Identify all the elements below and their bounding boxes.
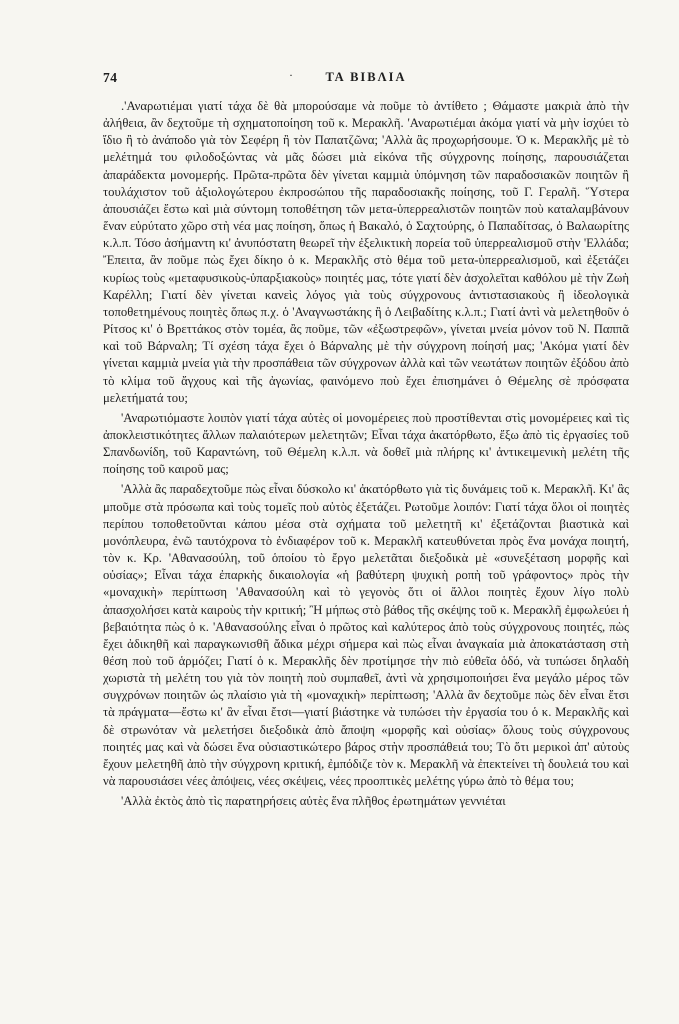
page-header — [103, 70, 629, 90]
paragraph-2: 'Αναρωτιόμαστε λοιπὸν γιατί τάχα αὐτὲς οἱ μονομέρειες ποὺ προστίθενται στὶς μονομέρειες καὶ τὶς ἀποκλειστικότητες ἄλλων παλαιότερων μελετητῶν; Εἶναι τάχα ἀκατόρθωτο, ἔξω ἀπὸ τὶς ἐργασίες τοῦ Σπανδωνίδη, τοῦ Καραντώνη, τοῦ Θέμελη κ.λ.π. νὰ δοθεῖ μιὰ πλήρης κι' ἀντικειμενικὴ μελέτη τῆς ποίησης τοῦ καιροῦ μας; — [103, 410, 629, 477]
header-dot: · — [289, 68, 293, 82]
page-number: 74 — [103, 70, 118, 85]
paragraph-1: .'Αναρωτιέμαι γιατί τάχα δὲ θὰ μπορούσαμε νὰ ποῦμε τὸ ἀντίθετο ; Θάμαστε μακριὰ ἀπὸ τὴν ἀλήθεια, ἂν δεχτοῦμε τὴ σχηματοποίηση τοῦ κ. Μερακλῆ. 'Αναρωτιέμαι ἀκόμα γιατί νὰ μὴν ἰσχύει τὸ ἴδιο ἢ τὸ ἀνάποδο γιὰ τὸν Σεφέρη ἢ τὸν Παπατζῶνα; 'Αλλὰ ἂς προχωρήσουμε. Ὁ κ. Μερακλῆς μὲ τὸ μελέτημά του φιλοδοξώντας νὰ μᾶς δώσει μιὰ εἰκόνα τῆς σύγχρονης ποίησης, παρουσιάζεται ἀπαράδεκτα μονομερής. Πρῶτα-πρῶτα δὲν γίνεται καμμιὰ ὑπόμνηση τῶν παραδοσιακῶν ποιητῶν ἢ τουλάχιστον τοῦ ἀξιολογώτερου ἐκπροσώπου τῆς παραδοσιακῆς ποίησης, τοῦ Γ. Γεραλῆ. Ὕστερα ἀπουσιάζει ἔστω καὶ μιὰ σύντομη τοποθέτηση τῶν μετα-ὑπερρεαλιστῶν ποιητῶν ποὺ καταλαμβάνουν ἕναν εὐρύτατο χῶρο στὴ νέα μας ποίηση, ὅπως ἡ Βακαλό, ὁ Σαχτούρης, ὁ Παπαδίτσας, ὁ Βαλαωρίτης κ.λ.π. Τόσο ἀσήμαντη κι' ἀνυπόστατη θεωρεῖ τὴν ἐξελικτικὴ πορεία τοῦ ὑπερρεαλισμοῦ στὴν 'Ελλάδα; Ἔπειτα, ἂν ποῦμε πὼς ἔχει δίκηο ὁ κ. Μερακλῆς στὸ θέμα τοῦ μετα-ὑπερρεαλισμοῦ, καὶ ἐξετάζει κυρίως τοὺς «μεταφυσικοὺς-ὑπαρξιακοὺς» ποιητές μας, τότε γιατί δὲν ἀσχολεῖται καθόλου μὲ τὴν Ζωὴ Καρέλλη; Γιατί δὲν γίνεται κανεὶς λόγος γιὰ τοὺς σύγχρονους ἀντιστασιακοὺς ἢ ἰδεολογικὰ τοποθετημένους ποιητὲς ὅπως π.χ. ὁ 'Αναγνωστάκης ἢ ὁ Λειβαδίτης κ.λ.π.; Γιατί ἀντὶ νὰ μελετηθοῦν ὁ Ρίτσος κι' ὁ Βρεττάκος στὸν τομέα, ἂς ποῦμε, τῶν «ἐξωστρεφῶν», γίνεται μνεία μόνον τοῦ Ν. Παππᾶ καὶ τοῦ Βάρναλη; Τί σχέση τάχα ἔχει ὁ Βάρναλης μὲ τὴν σύγχρονη ποίησή μας; 'Ακόμα γιατί δὲν γίνεται καμμιὰ μνεία γιὰ τὴν προσπάθεια τῶν σύγχρονων ἀλλὰ καὶ τῶν νεωτάτων ποιητῶν ἐξόδου ἀπὸ τὸ κλίμα τοῦ ἄγχους καὶ τῆς ἀγωνίας, φαινόμενο ποὺ ἔχει ἐπισημάνει ὁ Θέμελης σὲ πρόσφατα μελετήματά του; — [103, 99, 629, 405]
article-body — [103, 98, 629, 810]
paragraph-4: 'Αλλὰ ἐκτὸς ἀπὸ τὶς παρατηρήσεις αὐτὲς ἕνα πλῆθος ἐρωτημάτων γεννιέται — [121, 794, 506, 809]
running-title: ΤΑ ΒΙΒΛΙΑ — [325, 70, 407, 84]
paragraph-3: 'Αλλὰ ἂς παραδεχτοῦμε πὼς εἶναι δύσκολο κι' ἀκατόρθωτο γιὰ τὶς δυνάμεις τοῦ κ. Μερακλῆ. Κι' ἂς μποῦμε στὰ πρόσωπα καὶ τοὺς τομεῖς ποὺ αὐτὸς ἐξετάζει. Ρωτοῦμε λοιπόν: Γιατί τάχα ὅλοι οἱ ποιητὲς περίπου τοποθετοῦνται κάπου μέσα στὰ σχήματα τοῦ μελετητῆ κι' ἐξετάζονται βιαστικὰ καὶ μονόπλευρα, ἐνῶ ταυτόχρονα τὸ ἐνδιαφέρον τοῦ κ. Μερακλῆ κατευθύνεται πρὸς ἕνα μονάχα ποιητή, τὸν κ. Κρ. 'Αθανασούλη, τοῦ ὁποίου τὸ ἔργο μελετᾶται διεξοδικὰ μὲ «συνεξέταση μορφῆς καὶ οὐσίας»; Εἶναι τάχα ἐπαρκὴς δικαιολογία «ἡ βαθύτερη ψυχικὴ ροπὴ τοῦ γράφοντος» πρὸς τὴν «μοναχικὴ» περίπτωση 'Αθανασούλη καὶ τὸ γεγονὸς ὅτι οἱ ἄλλοι ποιητὲς ἔχουν λίγο πολὺ ἀπασχολήσει κατὰ καιροὺς τὴν κριτική; Ἢ μήπως στὸ βάθος τῆς σκέψης τοῦ κ. Μερακλῆ ἐμφωλεύει ἡ βεβαιότητα πὼς ὁ κ. 'Αθανασούλης εἶναι ὁ πρῶτος καὶ καλύτερος ἀπὸ τοὺς σύγχρονους ποιητές, πὼς ἔχει ἀδικηθῆ καὶ παραγκωνισθῆ ἄδικα μέχρι σήμερα καὶ πὼς εἶναι ἀναγκαία μιὰ ἀποκατάσταση στὴ θέση ποὺ τοῦ ἁρμόζει; Γιατί ὁ κ. Μερακλῆς δὲν προτίμησε τὴν πιὸ εὐθεῖα ὁδό, νὰ τυπώσει δηλαδὴ χωριστὰ τὴ μελέτη του γιὰ τὸν ποιητὴ ποὺ συμπαθεῖ, ἀντὶ νὰ χρησιμοποιήσει ἕνα μεγάλο μέρος τῶν συγχρόνων ποιητῶν ὡς πλαίσιο γιὰ τὴ «μοναχικὴ» περίπτωση; 'Αλλὰ ἂν δεχτοῦμε πὼς δὲν εἶναι ἔτσι τὰ πράγματα—ἔστω κι' ἂν εἶναι ἔτσι—γιατί βιάστηκε νὰ τυπώσει τὴν ἐργασία του ὁ κ. Μερακλῆς καὶ δὲ στρωνόταν νὰ μελετήσει διεξοδικὰ ἀπὸ ἄποψη «μορφῆς καὶ οὐσίας» ὅλους τοὺς σύγχρονους ποιητές μας καὶ νὰ δώσει ἕνα οὐσιαστικώτερο βάρος στὴν προσπάθειά του; Τὸ ὅτι μερικοὶ ἀπ' αὐτοὺς ἔχουν μελετηθῆ ἀπὸ τὴν σύγχρονη κριτική, ἐμπόδιζε τὸν κ. Μερακλῆ νὰ ἐπεκτείνει τὴ δουλειά του καὶ νὰ παρουσιάσει νέες ἀπόψεις, νέες σκέψεις, νέες προοπτικὲς μελέτης γύρω ἀπὸ τὸ θέμα του; — [103, 482, 629, 789]
